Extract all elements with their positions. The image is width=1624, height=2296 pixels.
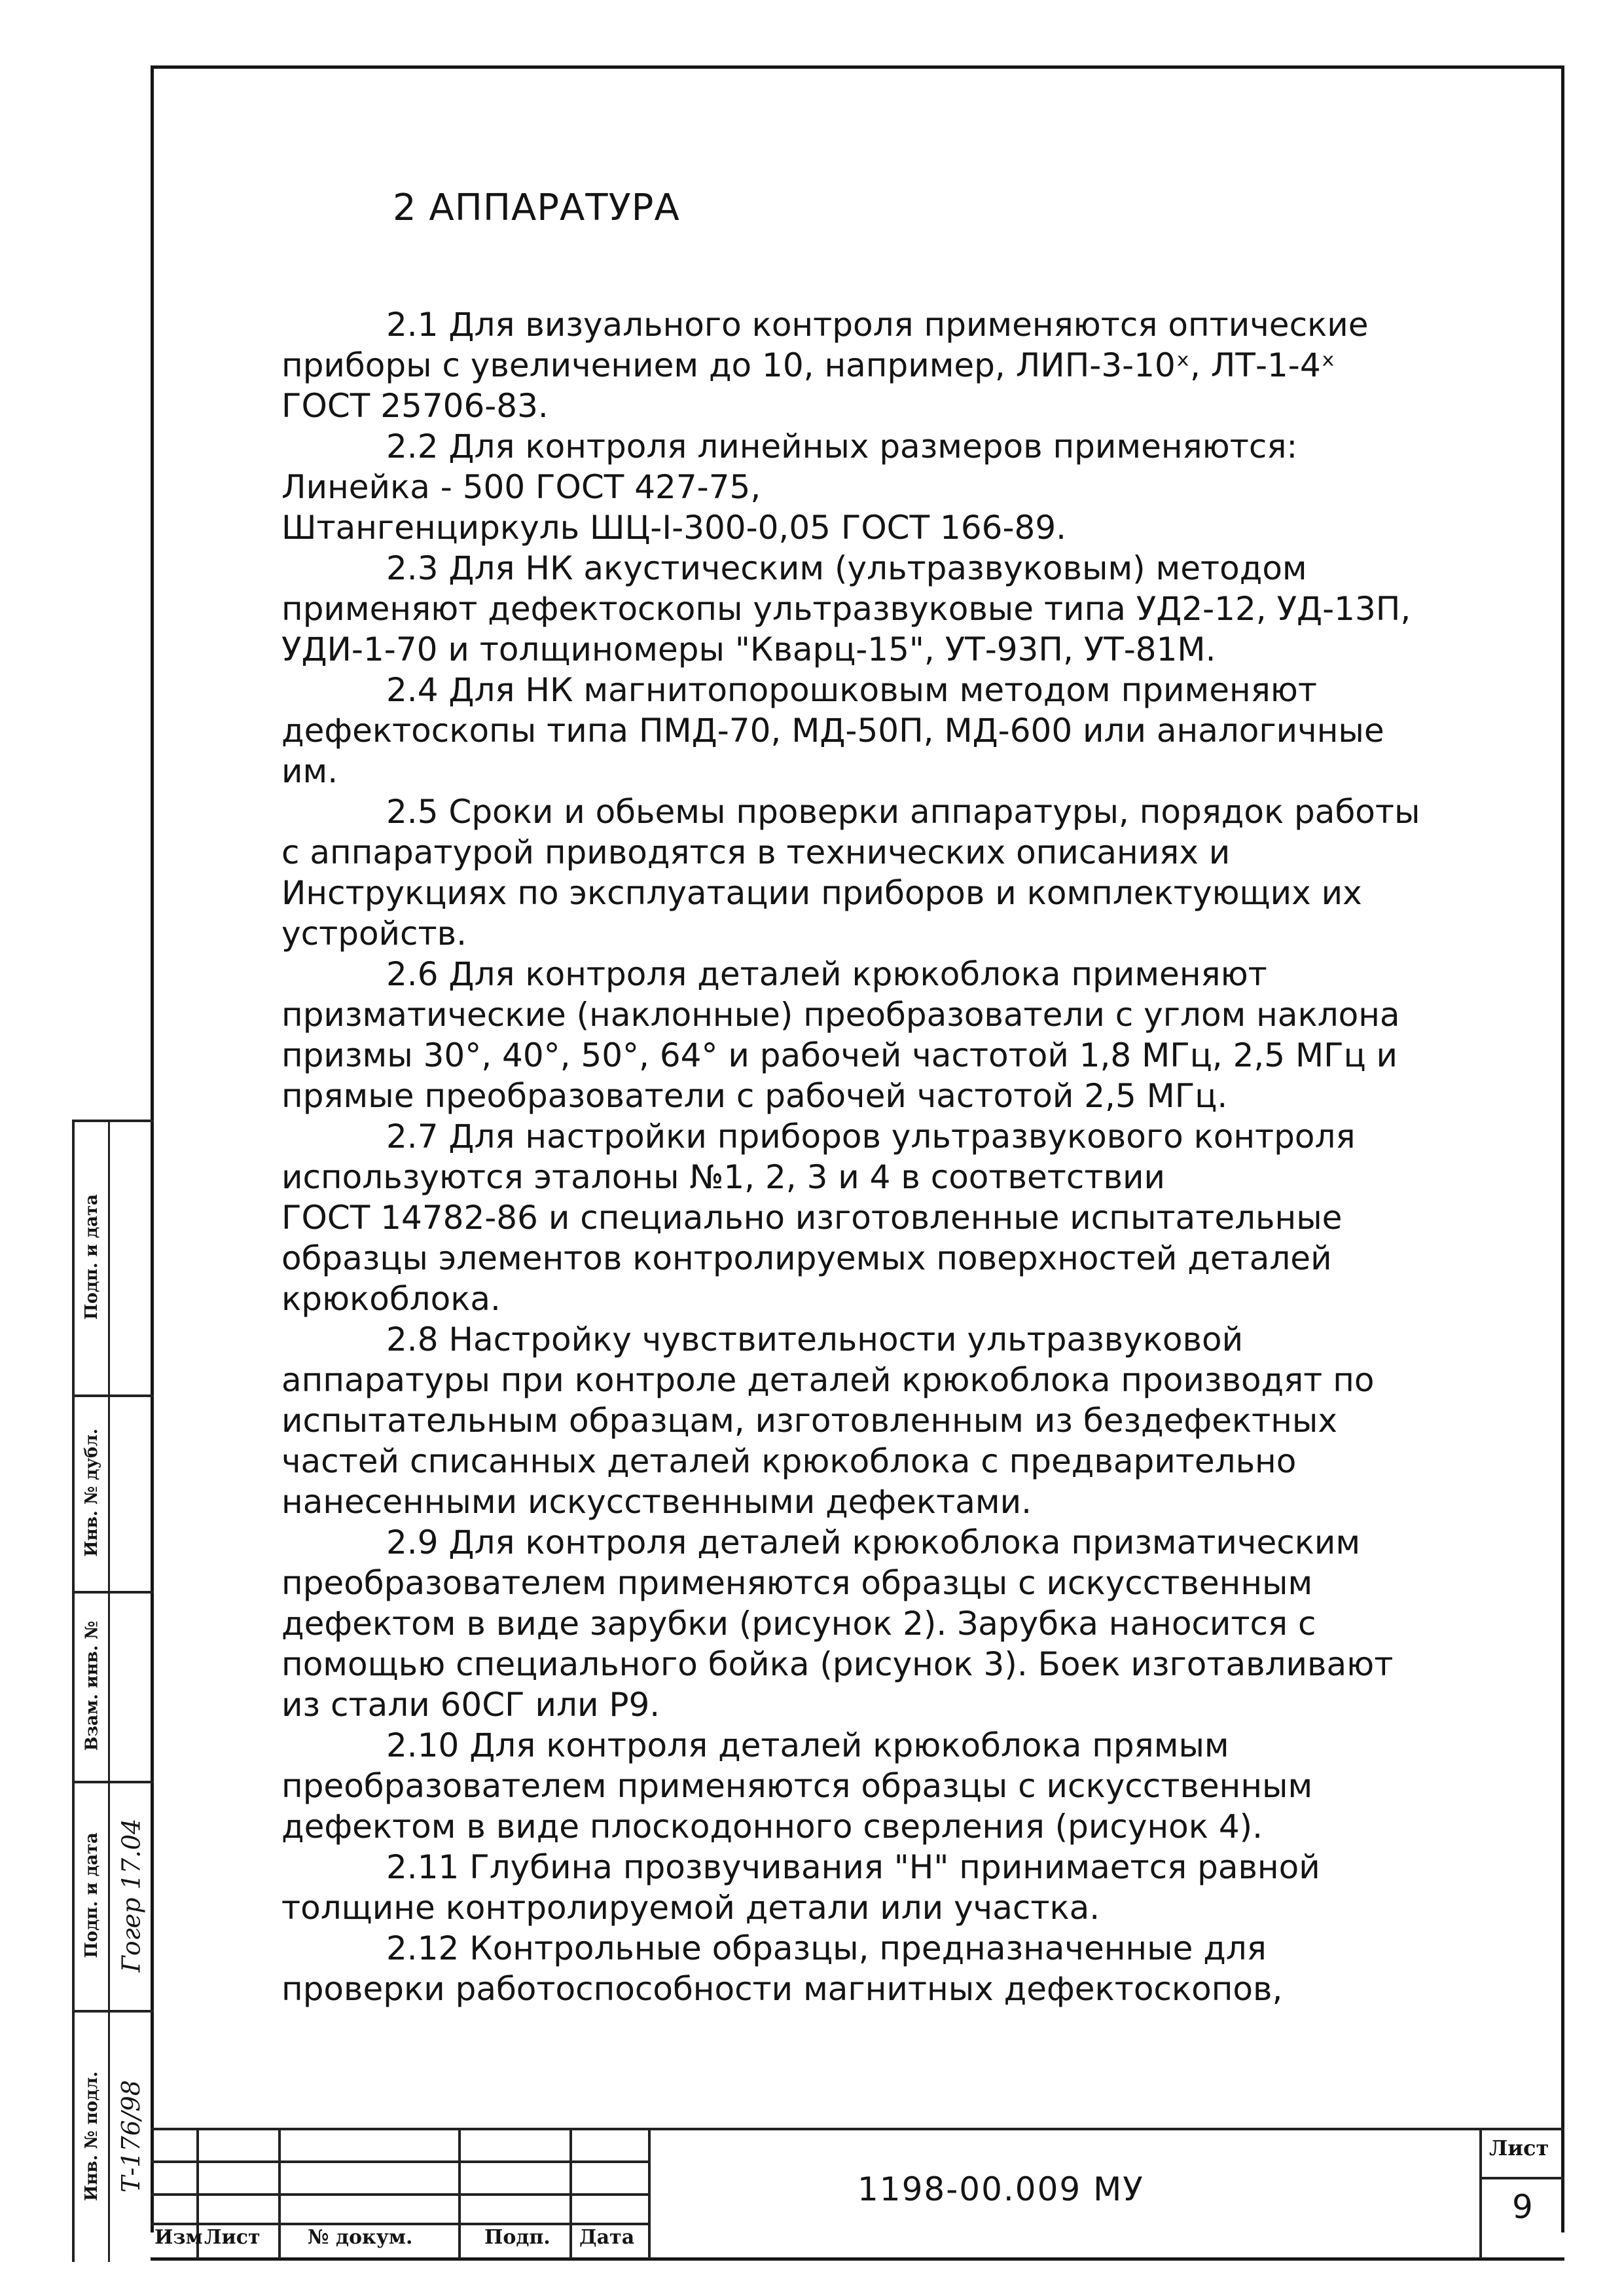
handwritten-signature-date: Гогер 17.04 xyxy=(117,1818,146,1973)
paragraph-first-line xyxy=(281,670,1434,710)
paragraph-text: дефектом в виде плоскодонного сверления (рисунок 4). xyxy=(281,1808,1263,1846)
paragraph-text: нанесенными искусственными дефектами. xyxy=(281,1483,1032,1521)
paragraph-first-line xyxy=(281,1319,1434,1360)
title-block xyxy=(151,2128,1564,2259)
sheet-label: Лист xyxy=(1489,2136,1549,2160)
paragraph-line xyxy=(281,589,1434,629)
tb-line xyxy=(569,2128,572,2259)
paragraph-first-line xyxy=(281,426,1434,467)
paragraph-line xyxy=(281,1441,1434,1482)
paragraph-text: крюкоблока. xyxy=(281,1280,501,1318)
document-code: 1198-00.009 МУ xyxy=(857,2170,1144,2208)
paragraph-line xyxy=(281,1279,1434,1319)
paragraph-line xyxy=(281,1887,1434,1928)
paragraph-text: 2.7 Для настройки приборов ультразвукового контроля xyxy=(386,1118,1356,1156)
paragraph-text: из стали 60СГ или Р9. xyxy=(281,1686,660,1724)
tb-header-doc-no: № докум. xyxy=(308,2226,413,2249)
paragraph-text: ГОСТ 14782-86 и специально изготовленные испытательные xyxy=(281,1199,1343,1237)
paragraph-line xyxy=(281,751,1434,792)
paragraph-line xyxy=(281,1603,1434,1644)
paragraph-text: 2.2 Для контроля линейных размеров применяются: xyxy=(386,428,1298,465)
paragraph-line xyxy=(281,1969,1434,2009)
tb-line xyxy=(648,2128,651,2259)
paragraph-line xyxy=(281,386,1434,426)
paragraph-first-line xyxy=(281,1725,1434,1766)
paragraph-text: УДИ-1-70 и толщиномеры "Кварц-15", УТ-93П, УТ-81М. xyxy=(281,630,1216,668)
paragraph-text: 2.6 Для контроля деталей крюкоблока применяют xyxy=(386,955,1267,993)
paragraph-line xyxy=(281,1076,1434,1116)
paragraph-text: им. xyxy=(281,752,338,790)
paragraph-text: используются эталоны №1, 2, 3 и 4 в соответствии xyxy=(281,1158,1165,1196)
paragraph-line xyxy=(281,1360,1434,1400)
paragraph-line xyxy=(281,1766,1434,1806)
handwritten-inventory-number: Т-176/98 xyxy=(117,2079,145,2193)
paragraph-text: с аппаратурой приводятся в технических описаниях и xyxy=(281,833,1231,871)
paragraph-text: дефектом в виде зарубки (рисунок 2). Зарубка наносится с xyxy=(281,1605,1316,1643)
tb-header-signature: Подп. xyxy=(484,2226,550,2249)
paragraph-text: призматические (наклонные) преобразователи с углом наклона xyxy=(281,996,1400,1034)
paragraph-text: испытательным образцам, изготовленным из бездефектных xyxy=(281,1402,1337,1440)
paragraph-line xyxy=(281,1644,1434,1685)
tb-header-date: Дата xyxy=(579,2226,635,2249)
tb-top-line xyxy=(151,2128,1564,2130)
paragraph-first-line xyxy=(281,954,1434,994)
paragraph-line xyxy=(281,1400,1434,1441)
paragraph-first-line xyxy=(281,548,1434,589)
paragraph-line xyxy=(281,994,1434,1035)
paragraph-text: Штангенциркуль ШЦ-I-300-0,05 ГОСТ 166-89. xyxy=(281,509,1067,547)
paragraph-line xyxy=(281,873,1434,913)
paragraph-line xyxy=(281,1563,1434,1603)
paragraph-line xyxy=(281,507,1434,548)
paragraph-text: 2.4 Для НК магнитопорошковым методом применяют xyxy=(386,671,1317,709)
side-label-replace-inv: Взам. инв. № xyxy=(82,1620,102,1751)
paragraph-text: Линейка - 500 ГОСТ 427-75, xyxy=(281,468,761,506)
paragraph-text: Инструкциях по эксплуатации приборов и комплектующих их xyxy=(281,874,1362,912)
paragraph-text: устройств. xyxy=(281,915,467,953)
tb-line xyxy=(151,2193,648,2196)
paragraph-text: 2.1 Для визуального контроля применяются оптические xyxy=(386,306,1369,344)
paragraph-line xyxy=(281,832,1434,873)
paragraph-line xyxy=(281,1238,1434,1279)
paragraph-text: 2.5 Сроки и обьемы проверки аппаратуры, порядок работы xyxy=(386,793,1420,831)
tb-line xyxy=(1479,2128,1482,2259)
paragraph-line xyxy=(281,345,1434,386)
paragraph-text: 2.12 Контрольные образцы, предназначенные для xyxy=(386,1929,1267,1967)
paragraph-text: 2.11 Глубина прозвучивания "Н" принимается равной xyxy=(386,1848,1320,1886)
section-heading: 2 АППАРАТУРА xyxy=(393,187,680,229)
paragraph-line xyxy=(281,913,1434,954)
side-label-sign-date-2: Подп. и дата xyxy=(82,1832,102,1958)
side-label-dup-inv: Инв. № дубл. xyxy=(82,1429,101,1557)
paragraph-text: частей списанных деталей крюкоблока с предварительно xyxy=(281,1442,1297,1480)
paragraph-line xyxy=(281,710,1434,751)
paragraph-text: аппаратуры при контроле деталей крюкоблока производят по xyxy=(281,1361,1375,1399)
tb-line xyxy=(458,2128,461,2259)
paragraph-text: ГОСТ 25706-83. xyxy=(281,387,549,425)
paragraph-line xyxy=(281,1482,1434,1522)
paragraph-first-line xyxy=(281,792,1434,832)
paragraph-text: прямые преобразователи с рабочей частотой 2,5 МГц. xyxy=(281,1077,1228,1115)
paragraph-text: проверки работоспособности магнитных дефектоскопов, xyxy=(281,1970,1283,2008)
tb-line xyxy=(278,2128,281,2259)
side-stamp xyxy=(72,1120,154,2262)
paragraph-text: образцы элементов контролируемых поверхностей деталей xyxy=(281,1239,1332,1277)
paragraph-line xyxy=(281,1685,1434,1725)
paragraph-text: 2.3 Для НК акустическим (ультразвуковым) методом xyxy=(386,549,1307,587)
paragraph-text: толщине контролируемой детали или участка. xyxy=(281,1889,1100,1927)
paragraph-line xyxy=(281,467,1434,507)
paragraph-first-line xyxy=(281,1928,1434,1969)
paragraph-text: помощью специального бойка (рисунок 3). Боек изготавливают xyxy=(281,1645,1394,1683)
paragraph-line xyxy=(281,1035,1434,1076)
paragraph-first-line xyxy=(281,1522,1434,1563)
tb-line xyxy=(1479,2177,1564,2179)
paragraph-first-line xyxy=(281,304,1434,345)
paragraph-text: 2.9 Для контроля деталей крюкоблока призматическим xyxy=(386,1523,1361,1561)
tb-header-change: Изм xyxy=(154,2226,203,2249)
paragraph-text: 2.8 Настройку чувствительности ультразвуковой xyxy=(386,1321,1244,1358)
paragraph-text: дефектоскопы типа ПМД-70, МД-50П, МД-600 или аналогичные xyxy=(281,712,1384,750)
paragraph-text: преобразователем применяются образцы с искусственным xyxy=(281,1564,1313,1602)
tb-line xyxy=(151,2223,648,2225)
document-body xyxy=(281,304,1434,2009)
tb-line xyxy=(151,2160,648,2163)
side-label-sign-date-1: Подп. и дата xyxy=(82,1194,102,1320)
paragraph-text: приборы с увеличением до 10, например, ЛИП-3-10ˣ, ЛТ-1-4ˣ xyxy=(281,346,1335,384)
tb-header-sheet: Лист xyxy=(204,2226,261,2249)
side-label-orig-inv: Инв. № подл. xyxy=(82,2071,102,2201)
paragraph-first-line xyxy=(281,1847,1434,1887)
paragraph-text: 2.10 Для контроля деталей крюкоблока прямым xyxy=(386,1726,1229,1764)
paragraph-line xyxy=(281,629,1434,670)
paragraph-line xyxy=(281,1157,1434,1197)
paragraph-first-line xyxy=(281,1116,1434,1157)
paragraph-text: призмы 30°, 40°, 50°, 64° и рабочей частотой 1,8 МГц, 2,5 МГц и xyxy=(281,1036,1398,1074)
paragraph-text: преобразователем применяются образцы с искусственным xyxy=(281,1767,1313,1805)
paragraph-text: применяют дефектоскопы ультразвуковые типа УД2-12, УД-13П, xyxy=(281,590,1411,628)
sheet-number: 9 xyxy=(1512,2188,1533,2226)
paragraph-line xyxy=(281,1197,1434,1238)
paragraph-line xyxy=(281,1806,1434,1847)
